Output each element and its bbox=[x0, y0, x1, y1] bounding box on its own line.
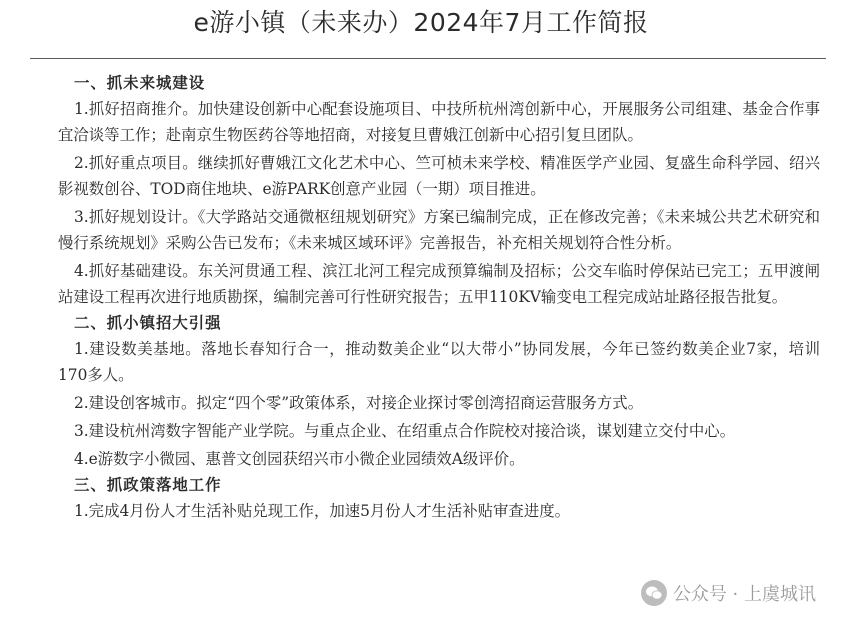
watermark bbox=[641, 580, 816, 606]
report-body bbox=[58, 70, 820, 524]
watermark-text: 公众号 · 上虞城讯 bbox=[672, 584, 816, 605]
paragraph: 2.建设创客城市。拟定“四个零”政策体系，对接企业探讨零创湾招商运营服务方式。 bbox=[74, 394, 644, 412]
title-divider bbox=[30, 58, 826, 59]
paragraph: 3.建设杭州湾数字智能产业学院。与重点企业、在绍重点合作院校对接洽谈，谋划建立交付中心。 bbox=[74, 422, 736, 440]
section-heading: 一、抓未来城建设 bbox=[74, 74, 206, 92]
wechat-icon bbox=[641, 580, 667, 606]
paragraph: 1.完成4月份人才生活补贴兑现工作，加速5月份人才生活补贴审查进度。 bbox=[74, 502, 570, 520]
section-heading: 三、抓政策落地工作 bbox=[74, 476, 222, 494]
paragraph: 3.抓好规划设计。《大学路站交通微枢纽规划研究》方案已编制完成，正在修改完善；《未来城公共艺术研究和慢行系统规划》采购公告已发布；《未来城区域环评》完善报告，补充相关规划符合性分析。 bbox=[58, 208, 820, 252]
page-title: e游小镇（未来办）2024年7月工作简报 bbox=[193, 8, 649, 37]
paragraph: 1.建设数美基地。落地长春知行合一，推动数美企业“以大带小”协同发展，今年已签约数美企业7家，培训170多人。 bbox=[58, 340, 820, 384]
paragraph: 4.e游数字小微园、惠普文创园获绍兴市小微企业园绩效A级评价。 bbox=[74, 450, 525, 468]
paragraph: 1.抓好招商推介。加快建设创新中心配套设施项目、中技所杭州湾创新中心，开展服务公司组建、基金合作事宜洽谈等工作；赴南京生物医药谷等地招商，对接复旦曹娥江创新中心招引复旦团队。 bbox=[58, 100, 820, 144]
paragraph: 4.抓好基础建设。东关河贯通工程、滨江北河工程完成预算编制及招标；公交车临时停保站已完工；五甲渡闸站建设工程再次进行地质勘探，编制完善可行性研究报告；五甲110KV输变电工程完成站址路径报告批复。 bbox=[58, 262, 820, 306]
section-heading: 二、抓小镇招大引强 bbox=[74, 314, 222, 332]
paragraph: 2.抓好重点项目。继续抓好曹娥江文化艺术中心、竺可桢未来学校、精准医学产业园、复盛生命科学园、绍兴影视数创谷、TOD商住地块、e游PARK创意产业园（一期）项目推进。 bbox=[58, 154, 820, 198]
